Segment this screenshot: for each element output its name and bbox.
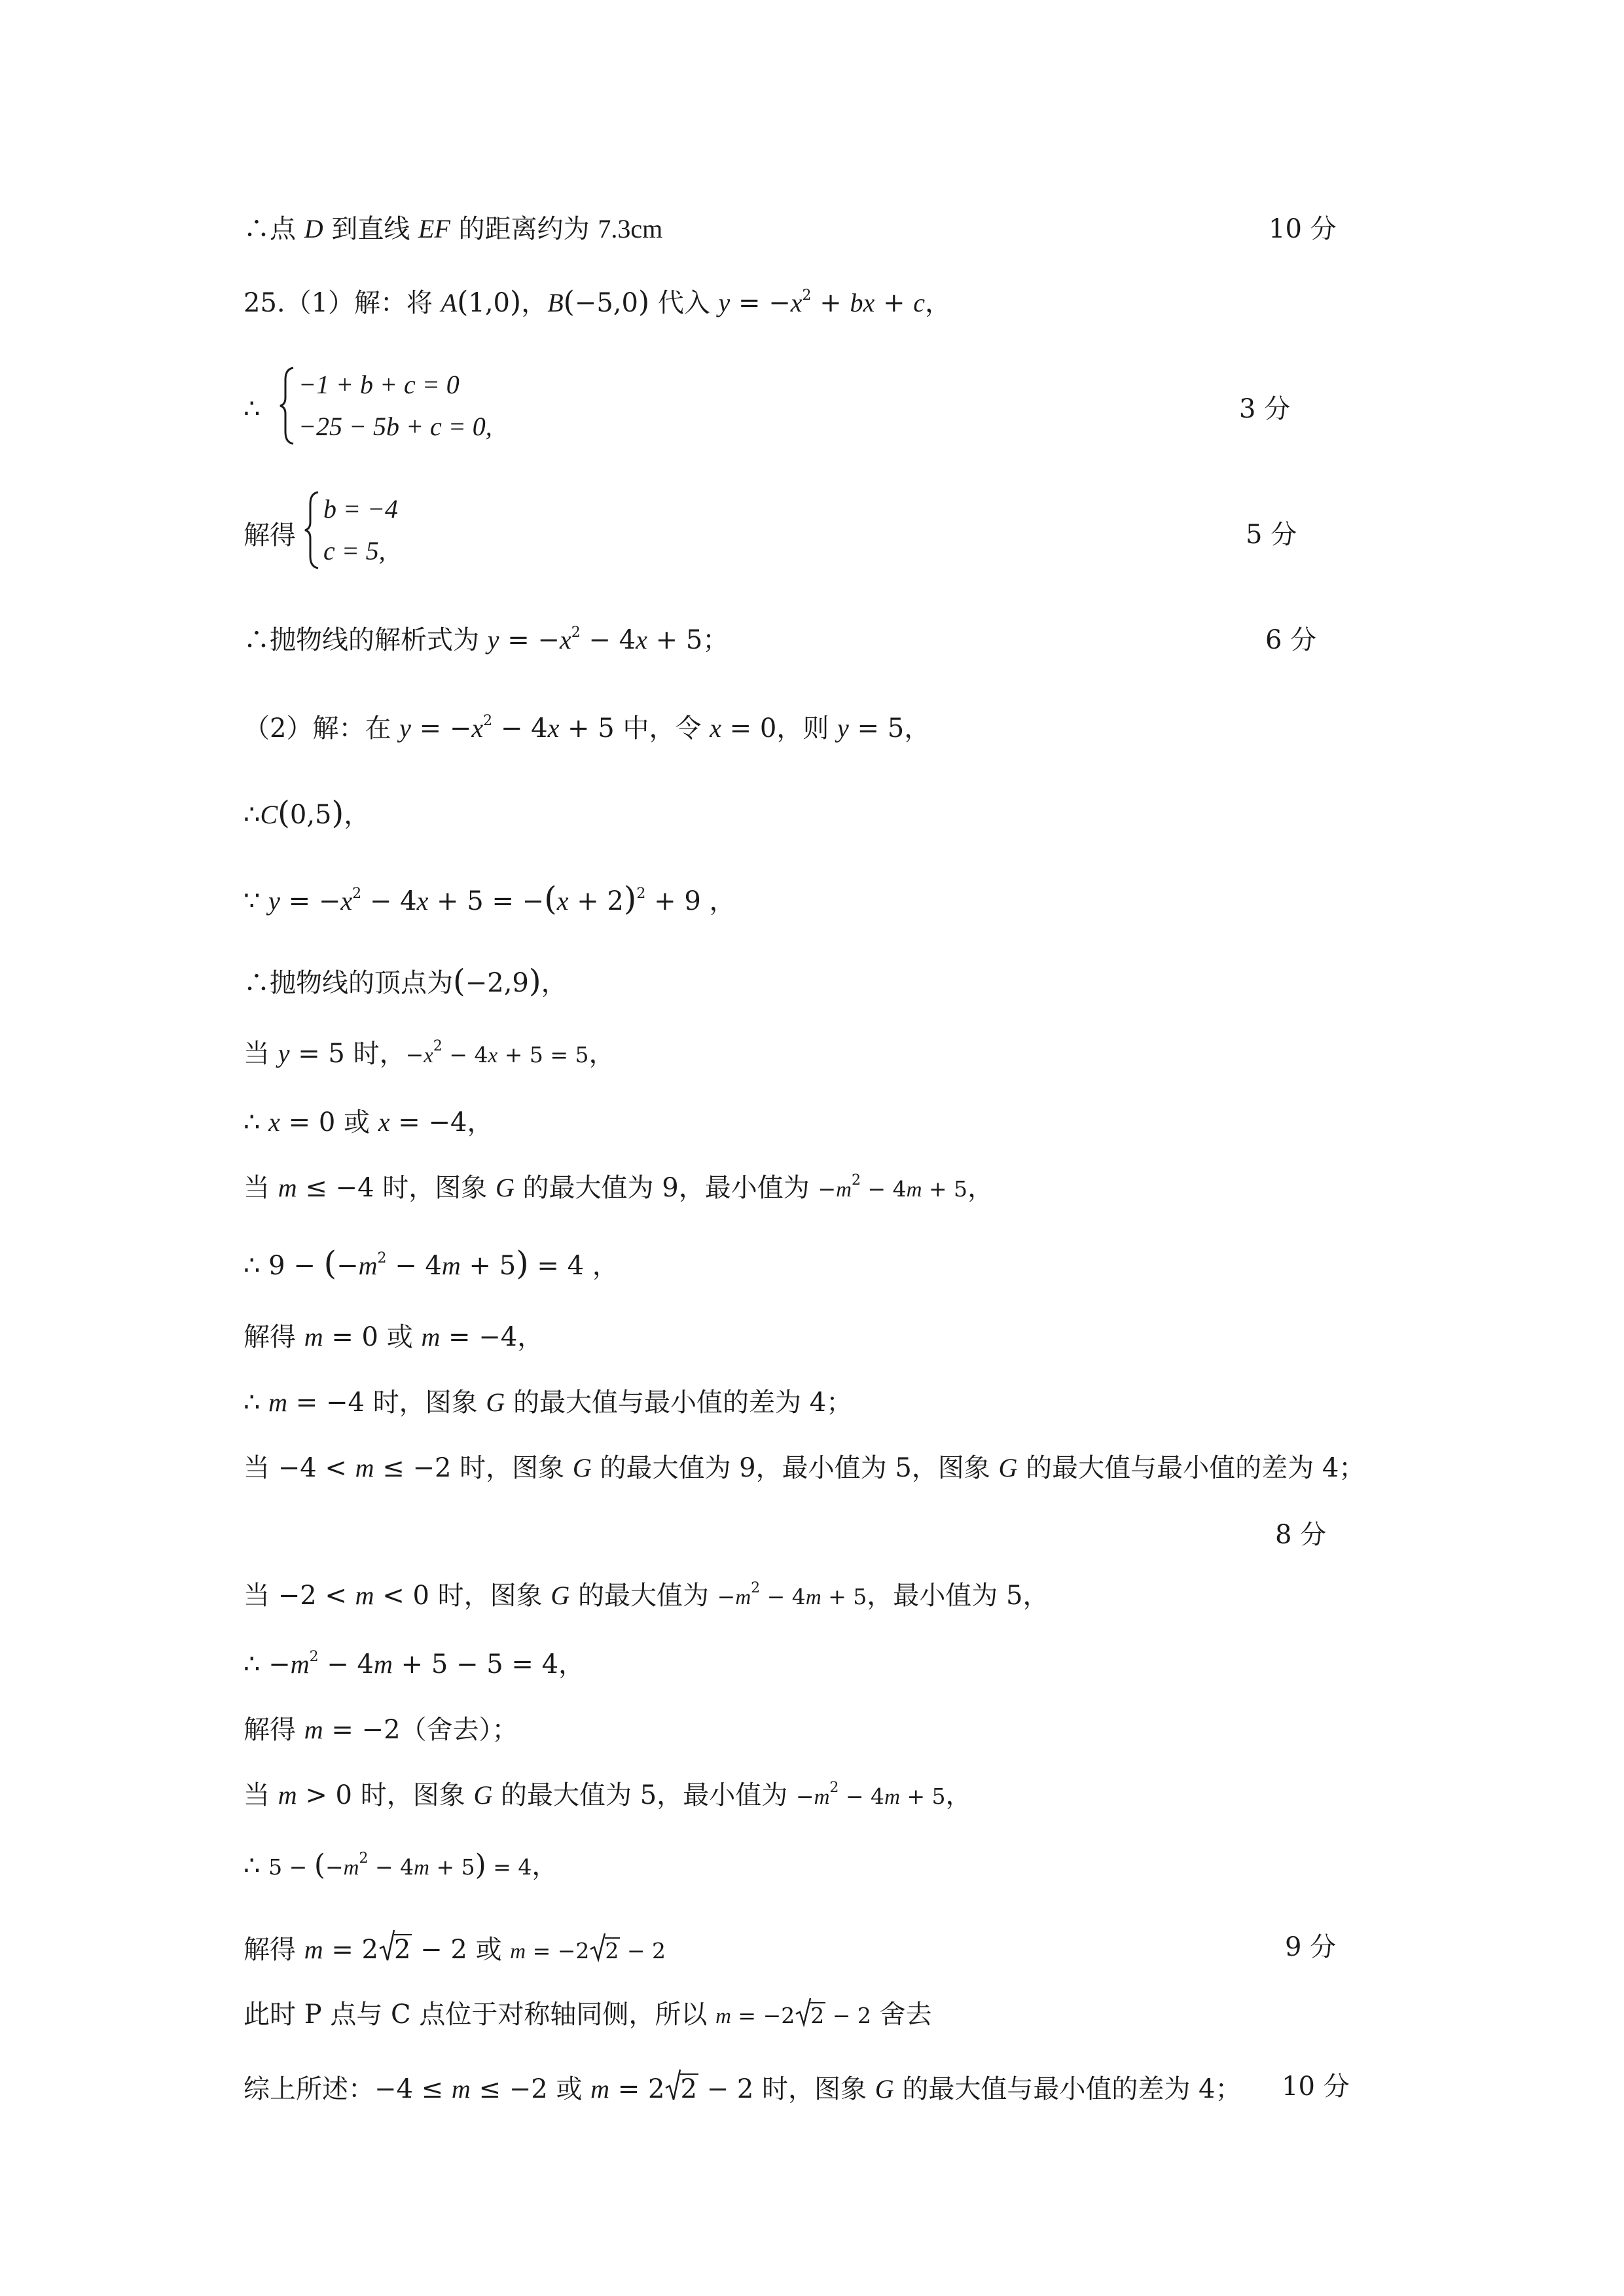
- m-neg4-conclusion-line: ∴ m = −4 时，图象 G 的最大值与最小值的差为 4；: [244, 1388, 853, 1418]
- solve-m-line-2: 解得 m = −2（舍去）；: [244, 1715, 518, 1745]
- left-brace-icon: [304, 491, 321, 569]
- conclusion-distance-line: ∴点 D 到直线 EF 的距离约为 7.3cm: [244, 214, 663, 244]
- system-1-eq-a: −1 + b + c = 0: [298, 370, 460, 399]
- equation-system-1: ∴ −1 + b + c = 0 −25 − 5b + c = 0,: [244, 367, 702, 452]
- score-3: 3 分: [1239, 394, 1291, 424]
- sqrt-icon: [795, 1997, 812, 2027]
- score-5: 5 分: [1246, 520, 1297, 550]
- solve-label: 解得: [244, 520, 296, 550]
- equation-system-2: [244, 491, 702, 576]
- left-brace-icon: [279, 367, 296, 445]
- sqrt-icon: [589, 1932, 606, 1962]
- system-2-eq-b: c = 5,: [323, 536, 386, 565]
- score-9: 9 分: [1285, 1932, 1337, 1962]
- case-m-gt-0-line: 当 m > 0 时，图象 G 的最大值为 5，最小值为 $-m^2 - 4m + 5$，: [244, 1780, 972, 1810]
- sqrt-icon: [664, 2068, 681, 2102]
- solve-m-line-3: 解得 m = 2 2 − 2 或 m = −2 2 − 2: [244, 1934, 666, 1963]
- case-m-le-neg4-line: 当 m ≤ −4 时，图象 G 的最大值为 9，最小值为 $-m^2 - 4m + 5$，: [244, 1172, 994, 1203]
- case-neg4-to-neg2-line: 当 −4 < m ≤ −2 时，图象 G 的最大值为 9，最小值为 5，图象 G 的最大值与最小值的差为 4；: [244, 1453, 1365, 1483]
- equation-5-minus-line: ∴ $5 - (-m^2 - 4m + 5) = 4$，: [244, 1848, 558, 1882]
- final-summary-line: 综上所述：−4 ≤ m ≤ −2 或 m = 2 2 − 2 时，图象 G 的最大值与最小值的差为 4；: [244, 2073, 1242, 2102]
- parabola-expression-line: ∴抛物线的解析式为 $y = -x^2 - 4x + 5$；: [244, 624, 729, 655]
- system-1-eq-b: −25 − 5b + c = 0,: [298, 412, 492, 441]
- vertex-line: ∴抛物线的顶点为(−2,9)，: [244, 963, 568, 999]
- sqrt-icon: [378, 1929, 395, 1963]
- system-2-eq-a: b = −4: [323, 494, 398, 524]
- vertex-form-line: ∵ $y = -x^2 - 4x + 5 = -(x + 2)^2 + 9$ ，: [244, 880, 736, 918]
- equation-minus5-line: ∴ $-m^2 - 4m + 5 - 5 = 4$，: [244, 1649, 585, 1679]
- point-c-line: ∴C(0,5)，: [244, 795, 370, 831]
- score-6: 6 分: [1265, 625, 1317, 655]
- equation-9-minus-line: ∴ $9 - (-m^2 - 4m + 5) = 4$ ，: [244, 1244, 619, 1282]
- case-neg2-to-0-line: 当 −2 < m < 0 时，图象 G 的最大值为 $-m^2 - 4m + 5$，最小值为 5，: [244, 1580, 1049, 1611]
- q25-part2-intro: （2）解：在 $y = -x^2 - 4x + 5$ 中，令 x = 0，则 y = 5，: [244, 713, 931, 744]
- solve-m-line-1: 解得 m = 0 或 m = −4，: [244, 1322, 544, 1352]
- same-side-discard-line: 此时 P 点与 C 点位于对称轴同侧，所以 m = −2 2 − 2 舍去: [244, 2001, 932, 2028]
- score-10-final: 10 分: [1282, 2072, 1350, 2102]
- x-roots-line: ∴ x = 0 或 x = −4，: [244, 1107, 494, 1138]
- score-10-first: 10 分: [1269, 214, 1337, 244]
- q25-part1-intro: 25.（1）解：将 A(1,0)，B(−5,0) 代入 $y = -x^2$ + bx + c，: [244, 285, 951, 319]
- score-8: 8 分: [1275, 1520, 1327, 1550]
- when-y5-line: 当 y = 5 时，$-x^2 - 4x + 5 = 5$，: [244, 1038, 615, 1069]
